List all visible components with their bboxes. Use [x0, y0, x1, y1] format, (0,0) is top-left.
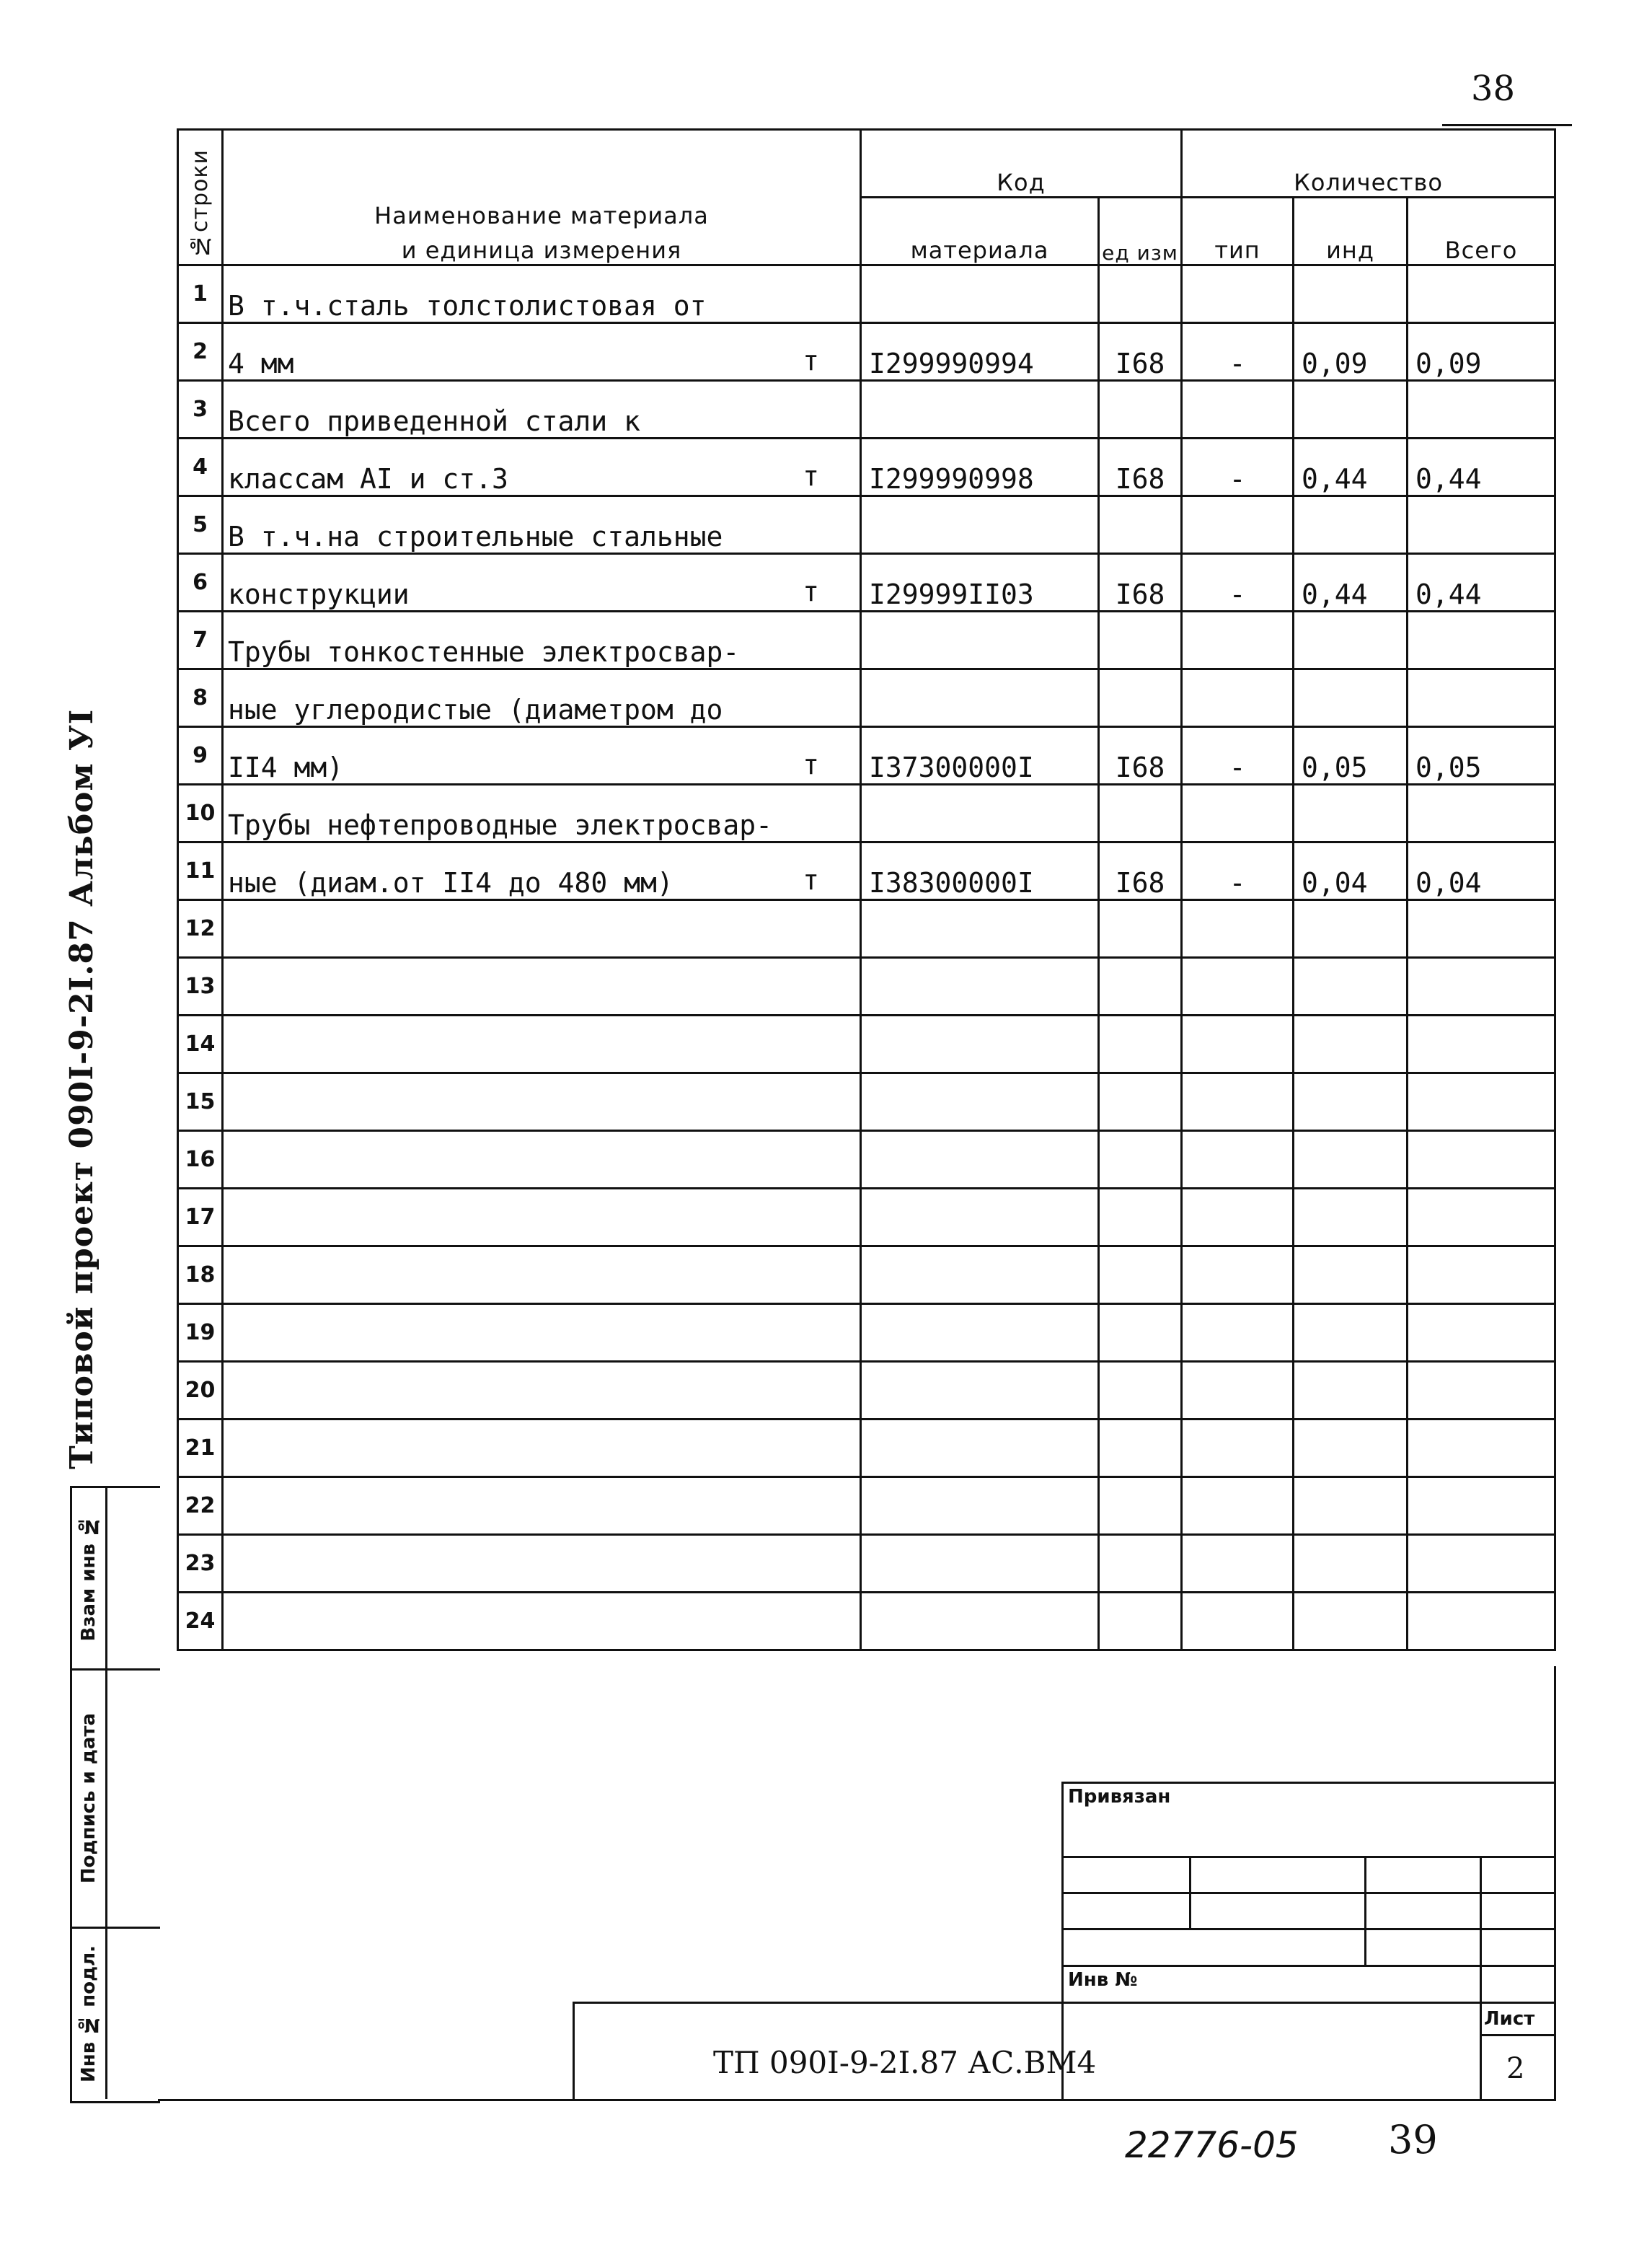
- stamp-sign-date-label: Подпись и дата: [78, 1713, 100, 1884]
- row-number-text: 5: [193, 512, 208, 537]
- table-row: [178, 727, 1555, 785]
- row-unit-code: [1099, 1535, 1182, 1593]
- row-qty-type: [1182, 439, 1294, 496]
- row-material-code: [861, 785, 1099, 842]
- row-material-name: [223, 323, 861, 381]
- table-row: [178, 1362, 1555, 1420]
- row-number: [178, 1535, 223, 1593]
- row-qty-type: [1182, 1304, 1294, 1362]
- row-unit-code: [1099, 381, 1182, 439]
- row-number: [178, 496, 223, 554]
- table-row: [178, 1073, 1555, 1131]
- row-unit-code: [1099, 1016, 1182, 1073]
- row-qty-ind: [1294, 1073, 1408, 1131]
- row-material-name-text: Трубы тонкостенные электросвар-: [228, 636, 740, 668]
- row-qty-ind: [1294, 1246, 1408, 1304]
- row-qty-total: [1408, 1189, 1555, 1246]
- row-qty-total: [1408, 1362, 1555, 1420]
- table-row: [178, 842, 1555, 900]
- table-row: [178, 1420, 1555, 1477]
- row-number: [178, 323, 223, 381]
- row-qty-ind: [1294, 785, 1408, 842]
- row-qty-type: [1182, 842, 1294, 900]
- row-unit-code: [1099, 1304, 1182, 1362]
- row-qty-type-text: -: [1229, 463, 1246, 495]
- row-number-text: 4: [193, 454, 208, 480]
- row-number-text: 23: [185, 1551, 216, 1576]
- row-qty-total: [1408, 727, 1555, 785]
- row-material-name: [223, 612, 861, 669]
- row-qty-ind: [1294, 1535, 1408, 1593]
- row-qty-type: [1182, 900, 1294, 958]
- row-unit-code: [1099, 1420, 1182, 1477]
- row-qty-type: [1182, 612, 1294, 669]
- row-qty-type-text: -: [1229, 578, 1246, 610]
- row-qty-type: [1182, 554, 1294, 612]
- row-material-code: [861, 496, 1099, 554]
- row-number-text: 9: [193, 743, 208, 768]
- row-material-name-text: II4 мм): [228, 752, 344, 783]
- row-qty-ind: [1294, 439, 1408, 496]
- row-unit: т: [803, 749, 819, 780]
- row-unit: т: [803, 864, 819, 896]
- row-number-text: 15: [185, 1089, 216, 1114]
- row-number: [178, 727, 223, 785]
- row-material-code-text: I29999II03: [869, 578, 1034, 610]
- row-number-text: 17: [185, 1205, 216, 1230]
- document-code: ТП 090I-9-2I.87 АС.ВМ4: [713, 2045, 1097, 2080]
- row-qty-type: [1182, 1246, 1294, 1304]
- row-material-name-text: В т.ч.сталь толстолистовая от: [228, 290, 707, 322]
- row-qty-type: [1182, 381, 1294, 439]
- header-code-group: Код: [861, 130, 1182, 198]
- row-number-text: 11: [185, 858, 216, 884]
- row-qty-type: [1182, 958, 1294, 1016]
- row-number-text: 20: [185, 1378, 216, 1403]
- row-number: [178, 1593, 223, 1650]
- row-number-text: 14: [185, 1031, 216, 1057]
- row-qty-ind: [1294, 554, 1408, 612]
- row-qty-type: [1182, 1477, 1294, 1535]
- row-qty-ind: [1294, 496, 1408, 554]
- sheet-label: Лист: [1484, 2008, 1535, 2030]
- row-material-code: [861, 1016, 1099, 1073]
- row-material-name: [223, 669, 861, 727]
- stamp-inv-podl: [72, 1929, 160, 2099]
- row-unit-code-text: I68: [1115, 752, 1165, 783]
- row-material-code: [861, 554, 1099, 612]
- row-qty-total: [1408, 1304, 1555, 1362]
- row-qty-ind: [1294, 1189, 1408, 1246]
- row-material-name: [223, 381, 861, 439]
- row-material-name: [223, 1016, 861, 1073]
- side-title: [63, 692, 150, 1486]
- row-material-code: [861, 1073, 1099, 1131]
- header-qty-type: тип: [1182, 198, 1294, 265]
- row-qty-total-text: 0,44: [1415, 463, 1482, 495]
- sheet-number: 2: [1506, 2052, 1525, 2085]
- header-material-name: [223, 130, 861, 265]
- row-material-name-text: ные углеродистые (диаметром до: [228, 694, 723, 726]
- row-unit-code: [1099, 1073, 1182, 1131]
- table-row: [178, 554, 1555, 612]
- row-number-text: 8: [193, 685, 208, 710]
- row-material-name: [223, 785, 861, 842]
- row-number-text: 24: [185, 1608, 216, 1634]
- row-material-code: [861, 1362, 1099, 1420]
- table-row: [178, 381, 1555, 439]
- table-row: [178, 1593, 1555, 1650]
- row-number: [178, 1189, 223, 1246]
- row-qty-type-text: -: [1229, 348, 1246, 379]
- row-number: [178, 1420, 223, 1477]
- row-number: [178, 1073, 223, 1131]
- row-qty-ind: [1294, 1477, 1408, 1535]
- row-qty-ind-text: 0,09: [1302, 348, 1368, 379]
- row-material-code: [861, 1304, 1099, 1362]
- row-qty-ind: [1294, 1016, 1408, 1073]
- row-qty-total: [1408, 612, 1555, 669]
- table-row: [178, 496, 1555, 554]
- row-number: [178, 785, 223, 842]
- row-qty-total: [1408, 900, 1555, 958]
- row-qty-total-text: 0,05: [1415, 752, 1482, 783]
- row-qty-ind: [1294, 900, 1408, 958]
- row-qty-total: [1408, 842, 1555, 900]
- row-qty-total: [1408, 1593, 1555, 1650]
- row-material-code: [861, 842, 1099, 900]
- row-material-name: [223, 1477, 861, 1535]
- row-qty-total: [1408, 1420, 1555, 1477]
- row-unit-code-text: I68: [1115, 867, 1165, 899]
- row-qty-total: [1408, 439, 1555, 496]
- header-unit-code: ед изм: [1099, 198, 1182, 265]
- header-quantity-group: Количество: [1182, 130, 1555, 198]
- row-qty-ind: [1294, 381, 1408, 439]
- row-unit-code: [1099, 727, 1182, 785]
- row-qty-total: [1408, 1535, 1555, 1593]
- row-unit-code: [1099, 323, 1182, 381]
- table-row: [178, 1246, 1555, 1304]
- row-unit-code: [1099, 842, 1182, 900]
- row-material-name-text: Всего приведенной стали к: [228, 405, 640, 437]
- row-material-name: [223, 496, 861, 554]
- header-name-line2: и единица измерения: [401, 237, 682, 264]
- row-qty-type: [1182, 265, 1294, 323]
- row-qty-total: [1408, 1073, 1555, 1131]
- row-number: [178, 900, 223, 958]
- header-qty-ind: инд: [1294, 198, 1408, 265]
- table-row: [178, 1535, 1555, 1593]
- stamp-vzam-inv-label: Взам инв №: [78, 1515, 100, 1642]
- header-material-code: материала: [861, 198, 1099, 265]
- row-number: [178, 1246, 223, 1304]
- row-number: [178, 1362, 223, 1420]
- row-number: [178, 265, 223, 323]
- archive-number: 22776-05: [1125, 2124, 1299, 2166]
- row-number: [178, 612, 223, 669]
- row-unit-code: [1099, 1362, 1182, 1420]
- row-material-code: [861, 900, 1099, 958]
- row-qty-type: [1182, 1535, 1294, 1593]
- table-row: [178, 1477, 1555, 1535]
- row-unit-code: [1099, 554, 1182, 612]
- row-qty-ind: [1294, 958, 1408, 1016]
- row-qty-type: [1182, 496, 1294, 554]
- attached-label: Привязан: [1068, 1786, 1171, 1808]
- row-qty-ind: [1294, 323, 1408, 381]
- row-qty-ind-text: 0,04: [1302, 867, 1368, 899]
- row-number-text: 6: [193, 570, 208, 595]
- row-number: [178, 554, 223, 612]
- row-qty-total: [1408, 323, 1555, 381]
- row-number: [178, 1016, 223, 1073]
- row-qty-type: [1182, 1362, 1294, 1420]
- row-unit: т: [803, 460, 819, 492]
- row-material-code: [861, 323, 1099, 381]
- row-material-name-text: конструкции: [228, 578, 410, 610]
- row-unit-code: [1099, 612, 1182, 669]
- row-number-text: 7: [193, 628, 208, 653]
- row-unit-code: [1099, 958, 1182, 1016]
- row-material-name-text: 4 мм: [228, 348, 294, 379]
- row-number: [178, 1131, 223, 1189]
- table-row: [178, 265, 1555, 323]
- row-material-code: [861, 669, 1099, 727]
- row-qty-type: [1182, 669, 1294, 727]
- row-qty-type: [1182, 1593, 1294, 1650]
- row-qty-type: [1182, 1073, 1294, 1131]
- row-number-text: 10: [185, 801, 216, 826]
- row-material-name: [223, 1189, 861, 1246]
- row-material-code: [861, 439, 1099, 496]
- row-number: [178, 842, 223, 900]
- row-number: [178, 1477, 223, 1535]
- row-unit-code: [1099, 1131, 1182, 1189]
- row-material-name: [223, 1073, 861, 1131]
- row-qty-ind: [1294, 1593, 1408, 1650]
- row-number-text: 3: [193, 397, 208, 422]
- row-unit-code-text: I68: [1115, 578, 1165, 610]
- row-qty-ind: [1294, 1304, 1408, 1362]
- row-material-code: [861, 1477, 1099, 1535]
- row-number-text: 19: [185, 1320, 216, 1345]
- row-material-name: [223, 842, 861, 900]
- row-qty-type: [1182, 1016, 1294, 1073]
- row-unit-code-text: I68: [1115, 463, 1165, 495]
- row-number: [178, 958, 223, 1016]
- row-material-name-text: В т.ч.на строительные стальные: [228, 521, 723, 553]
- row-unit-code: [1099, 1477, 1182, 1535]
- row-number-text: 18: [185, 1262, 216, 1288]
- row-material-code: [861, 1420, 1099, 1477]
- row-qty-type: [1182, 1189, 1294, 1246]
- row-qty-ind: [1294, 842, 1408, 900]
- table-row: [178, 439, 1555, 496]
- row-qty-type: [1182, 785, 1294, 842]
- header-name-line1: Наименование материала: [374, 202, 709, 229]
- row-unit-code-text: I68: [1115, 348, 1165, 379]
- row-qty-total-text: 0,09: [1415, 348, 1482, 379]
- row-qty-total-text: 0,44: [1415, 578, 1482, 610]
- row-material-code-text: I37300000I: [869, 752, 1034, 783]
- row-qty-type: [1182, 1131, 1294, 1189]
- row-qty-type-text: -: [1229, 752, 1246, 783]
- row-number-text: 21: [185, 1435, 216, 1461]
- row-qty-ind-text: 0,44: [1302, 578, 1368, 610]
- row-qty-ind: [1294, 265, 1408, 323]
- row-number-text: 2: [193, 339, 208, 364]
- row-qty-type: [1182, 1420, 1294, 1477]
- row-qty-total: [1408, 1016, 1555, 1073]
- top-rule: [1442, 124, 1572, 126]
- page-number: 38: [1471, 69, 1516, 109]
- row-qty-total: [1408, 554, 1555, 612]
- row-number-text: 22: [185, 1493, 216, 1518]
- side-title-text: Типовой проект 090I-9-2I.87 Альбом УI: [63, 708, 100, 1470]
- row-material-name: [223, 1535, 861, 1593]
- row-qty-ind: [1294, 1420, 1408, 1477]
- table-row: [178, 612, 1555, 669]
- stamp-sign-date: [72, 1671, 160, 1929]
- row-number-text: 13: [185, 974, 216, 999]
- table-row: [178, 900, 1555, 958]
- row-unit-code: [1099, 496, 1182, 554]
- row-qty-total: [1408, 265, 1555, 323]
- row-qty-type-text: -: [1229, 867, 1246, 899]
- table-row: [178, 1304, 1555, 1362]
- row-material-code: [861, 1593, 1099, 1650]
- row-material-name: [223, 958, 861, 1016]
- row-material-code: [861, 381, 1099, 439]
- row-number: [178, 439, 223, 496]
- row-number: [178, 381, 223, 439]
- row-qty-type: [1182, 323, 1294, 381]
- row-material-name-text: классам AI и ст.3: [228, 463, 508, 495]
- row-material-code: [861, 727, 1099, 785]
- row-material-code: [861, 1131, 1099, 1189]
- row-qty-total: [1408, 958, 1555, 1016]
- row-unit: т: [803, 345, 819, 377]
- stamp-strip: [70, 1486, 160, 2103]
- row-qty-total: [1408, 381, 1555, 439]
- row-unit: т: [803, 576, 819, 607]
- row-qty-ind-text: 0,05: [1302, 752, 1368, 783]
- row-material-code: [861, 958, 1099, 1016]
- table-row: [178, 323, 1555, 381]
- inv-no-label: Инв №: [1068, 1969, 1138, 1991]
- row-qty-total: [1408, 1477, 1555, 1535]
- row-unit-code: [1099, 439, 1182, 496]
- row-material-name: [223, 1593, 861, 1650]
- table-row: [178, 785, 1555, 842]
- row-qty-total: [1408, 496, 1555, 554]
- row-material-name: [223, 900, 861, 958]
- row-material-name-text: Трубы нефтепроводные электросвар-: [228, 809, 772, 841]
- row-qty-ind: [1294, 612, 1408, 669]
- row-qty-total: [1408, 669, 1555, 727]
- row-material-name: [223, 265, 861, 323]
- row-unit-code: [1099, 1189, 1182, 1246]
- table-row: [178, 1016, 1555, 1073]
- row-unit-code: [1099, 1246, 1182, 1304]
- row-material-name: [223, 1246, 861, 1304]
- row-qty-total-text: 0,04: [1415, 867, 1482, 899]
- materials-table: [177, 128, 1554, 1651]
- row-material-name: [223, 727, 861, 785]
- row-number-text: 1: [193, 281, 208, 307]
- stamp-inv-podl-label: Инв № подл.: [78, 1945, 100, 2083]
- row-material-code: [861, 1535, 1099, 1593]
- row-material-code: [861, 612, 1099, 669]
- row-qty-type: [1182, 727, 1294, 785]
- table-row: [178, 958, 1555, 1016]
- title-block: [158, 1666, 1556, 2101]
- row-number: [178, 669, 223, 727]
- row-qty-ind: [1294, 1131, 1408, 1189]
- row-material-code-text: I38300000I: [869, 867, 1034, 899]
- row-material-name: [223, 1131, 861, 1189]
- table-row: [178, 1131, 1555, 1189]
- header-qty-total: Всего: [1408, 198, 1555, 265]
- row-material-code: [861, 1189, 1099, 1246]
- row-material-code-text: I299990994: [869, 348, 1034, 379]
- row-material-name: [223, 1420, 861, 1477]
- row-material-code: [861, 1246, 1099, 1304]
- row-qty-ind: [1294, 669, 1408, 727]
- row-unit-code: [1099, 900, 1182, 958]
- row-qty-total: [1408, 1246, 1555, 1304]
- row-material-name: [223, 554, 861, 612]
- row-qty-total: [1408, 785, 1555, 842]
- row-number-text: 16: [185, 1147, 216, 1172]
- row-unit-code: [1099, 669, 1182, 727]
- row-unit-code: [1099, 785, 1182, 842]
- row-material-code: [861, 265, 1099, 323]
- row-material-code-text: I299990998: [869, 463, 1034, 495]
- row-material-name: [223, 439, 861, 496]
- row-unit-code: [1099, 265, 1182, 323]
- row-qty-ind: [1294, 727, 1408, 785]
- row-material-name: [223, 1362, 861, 1420]
- row-unit-code: [1099, 1593, 1182, 1650]
- table-row: [178, 669, 1555, 727]
- row-qty-ind-text: 0,44: [1302, 463, 1368, 495]
- footer-page: 39: [1388, 2117, 1438, 2162]
- header-row-number: №строки: [178, 130, 223, 265]
- row-number: [178, 1304, 223, 1362]
- row-number-text: 12: [185, 916, 216, 941]
- stamp-vzam-inv: [72, 1488, 160, 1671]
- row-material-name-text: ные (диам.от II4 до 480 мм): [228, 867, 673, 899]
- table-row: [178, 1189, 1555, 1246]
- row-qty-total: [1408, 1131, 1555, 1189]
- row-qty-ind: [1294, 1362, 1408, 1420]
- row-material-name: [223, 1304, 861, 1362]
